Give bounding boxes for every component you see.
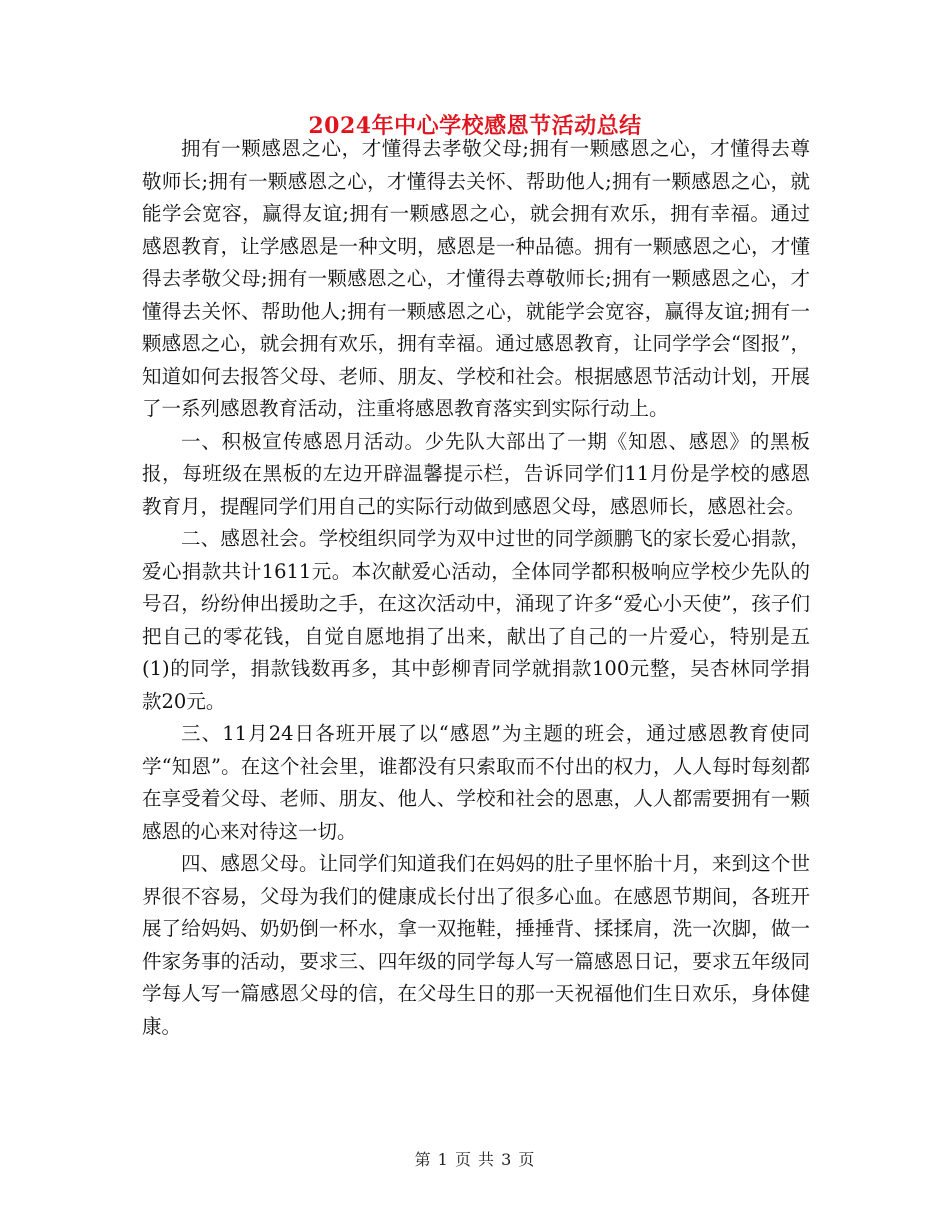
paragraph-section-3: 三、11月24日各班开展了以“感恩”为主题的班会，通过感恩教育使同学“知恩”。在这个社会里，谁都没有只索取而不付出的权力，人人每时每刻都在享受着父母、老师、朋友、他人、学校和社会的恩惠，人人都需要拥有一颗感恩的心来对待这一切。	[142, 722, 810, 843]
document-body	[142, 133, 810, 1043]
document-title: 2024年中心学校感恩节活动总结	[308, 113, 642, 139]
page-number-footer: 第 1 页 共 3 页	[414, 1150, 536, 1169]
paragraph-section-4: 四、感恩父母。让同学们知道我们在妈妈的肚子里怀胎十月，来到这个世界很不容易，父母为我们的健康成长付出了很多心血。在感恩节期间，各班开展了给妈妈、奶奶倒一杯水，拿一双拖鞋，捶捶背、揉揉肩，洗一次脚，做一件家务事的活动，要求三、四年级的同学每人写一篇感恩日记，要求五年级同学每人写一篇感恩父母的信，在父母生日的那一天祝福他们生日欢乐，身体健康。	[142, 852, 810, 1038]
paragraph-section-1: 一、积极宣传感恩月活动。少先队大部出了一期《知恩、感恩》的黑板报，每班级在黑板的左边开辟温馨提示栏，告诉同学们11月份是学校的感恩教育月，提醒同学们用自己的实际行动做到感恩父母，感恩师长，感恩社会。	[142, 429, 810, 518]
paragraph-section-2: 二、感恩社会。学校组织同学为双中过世的同学颜鹏飞的家长爱心捐款，爱心捐款共计1611元。本次献爱心活动，全体同学都积极响应学校少先队的号召，纷纷伸出援助之手，在这次活动中，涌现了许多“爱心小天使”，孩子们把自己的零花钱，自觉自愿地捐了出来，献出了自己的一片爱心，特别是五(1)的同学，捐款钱数再多，其中彭柳青同学就捐款100元整，吴杏林同学捐款20元。	[142, 527, 810, 713]
paragraph-intro: 拥有一颗感恩之心，才懂得去孝敬父母;拥有一颗感恩之心，才懂得去尊敬师长;拥有一颗感恩之心，才懂得去关怀、帮助他人;拥有一颗感恩之心，就能学会宽容，赢得友谊;拥有一颗感恩之心，就会拥有欢乐，拥有幸福。通过感恩教育，让学感恩是一种文明，感恩是一种品德。拥有一颗感恩之心，才懂得去孝敬父母;拥有一颗感恩之心，才懂得去尊敬师长;拥有一颗感恩之心，才懂得去关怀、帮助他人;拥有一颗感恩之心，就能学会宽容，赢得友谊;拥有一颗感恩之心，就会拥有欢乐，拥有幸福。通过感恩教育，让同学学会“图报”，知道如何去报答父母、老师、朋友、学校和社会。根据感恩节活动计划，开展了一系列感恩教育活动，注重将感恩教育落实到实际行动上。	[142, 137, 810, 420]
